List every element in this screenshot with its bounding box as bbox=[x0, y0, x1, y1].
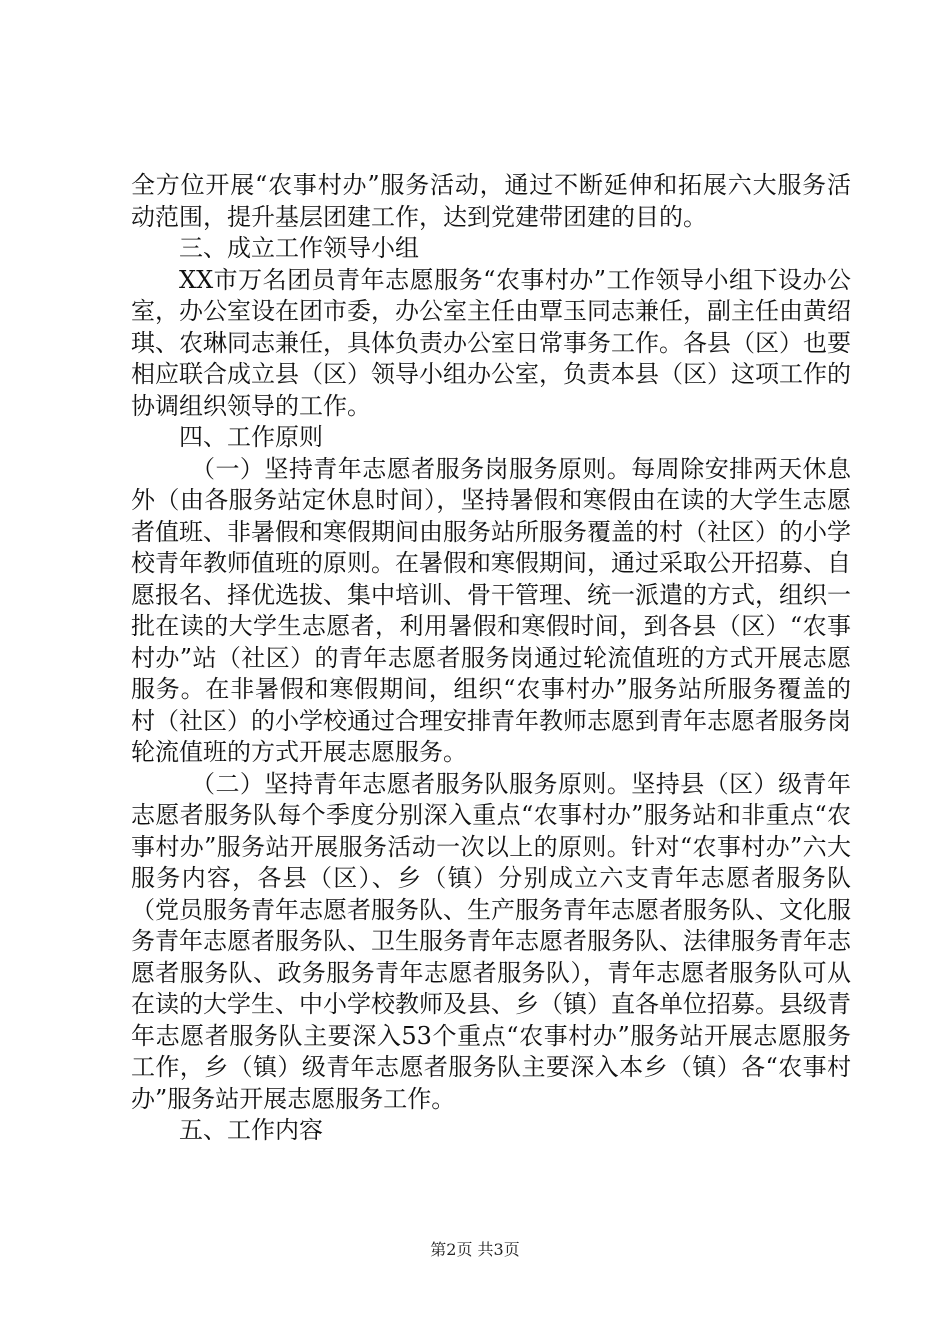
paragraph-leadership-group: XX市万名团员青年志愿服务“农事村办”工作领导小组下设办公室，办公室设在团市委，办公室主任由覃玉同志兼任，副主任由黄绍琪、农琳同志兼任，具体负责办公室日常事务工作。各县（区）也要相应联合成立县（区）领导小组办公室，负责本县（区）这项工作的协调组织领导的工作。 bbox=[131, 265, 851, 420]
paragraph-principle-1: （一）坚持青年志愿者服务岗服务原则。每周除安排两天休息外（由各服务站定休息时间），坚持暑假和寒假由在读的大学生志愿者值班、非暑假和寒假期间由服务站所服务覆盖的村（社区）的小学校青年教师值班的原则。在暑假和寒假期间，通过采取公开招募、自愿报名、择优选拔、集中培训、骨干管理、统一派遣的方式，组织一批在读的大学生志愿者，利用暑假和寒假时间，到各县（区）“农事村办”站（社区）的青年志愿者服务岗通过轮流值班的方式开展志愿服务。在非暑假和寒假期间，组织“农事村办”服务站所服务覆盖的村（社区）的小学校通过合理安排青年教师志愿到青年志愿者服务岗轮流值班的方式开展志愿服务。 bbox=[131, 454, 851, 766]
section-heading-5: 五、工作内容 bbox=[179, 1116, 323, 1144]
paragraph-principle-2: （二）坚持青年志愿者服务队服务原则。坚持县（区）级青年志愿者服务队每个季度分别深入重点“农事村办”服务站和非重点“农事村办”服务站开展服务活动一次以上的原则。针对“农事村办”六大服务内容，各县（区）、乡（镇）分别成立六支青年志愿者服务队（党员服务青年志愿者服务队、生产服务青年志愿者服务队、文化服务青年志愿者服务队、卫生服务青年志愿者服务队、法律服务青年志愿者服务队、政务服务青年志愿者服务队），青年志愿者服务队可从在读的大学生、中小学校教师及县、乡（镇）直各单位招募。县级青年志愿者服务队主要深入53个重点“农事村办”服务站开展志愿服务工作，乡（镇）级青年志愿者服务队主要深入本乡（镇）各“农事村办”服务站开展志愿服务工作。 bbox=[131, 769, 851, 1113]
section-heading-4: 四、工作原则 bbox=[179, 423, 323, 451]
page-number-label: 第2页 共3页 bbox=[430, 1240, 520, 1259]
paragraph-continuation: 全方位开展“农事村办”服务活动，通过不断延伸和拓展六大服务活动范围，提升基层团建工作，达到党建带团建的目的。 bbox=[131, 171, 851, 231]
page-footer bbox=[0, 1240, 950, 1260]
section-heading-3: 三、成立工作领导小组 bbox=[179, 234, 419, 262]
document-body bbox=[131, 170, 851, 1147]
